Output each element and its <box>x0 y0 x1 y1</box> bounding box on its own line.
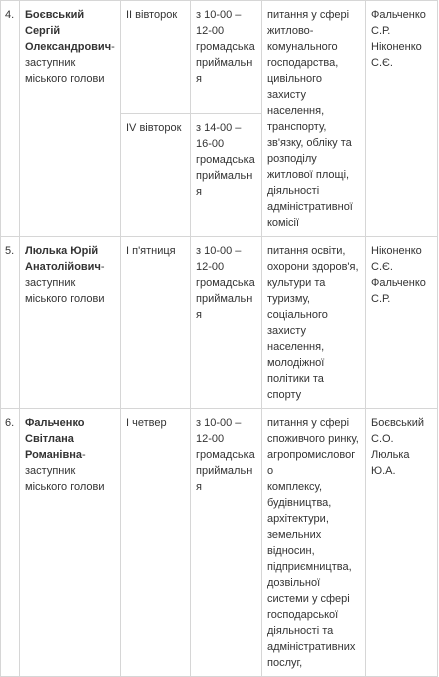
row-number: 4. <box>1 1 20 237</box>
substitute-official: Ніконенко С.Є. Фальченко С.Р. <box>366 237 438 409</box>
reception-time: з 10-00 – 12-00 громадська приймальня <box>191 1 262 114</box>
official-position: - заступник міського голови <box>25 449 105 493</box>
official-cell <box>20 1 121 237</box>
row-number: 5. <box>1 237 20 409</box>
responsibility-area: питання освіти, охорони здоров'я, культури та туризму, соціального захисту населення, молодіжної політики та спорту <box>262 237 366 409</box>
official-name: Люлька Юрій Анатолійович <box>25 245 101 273</box>
reception-day: ІІ вівторок <box>121 1 191 114</box>
table-row <box>1 237 438 409</box>
official-position: - заступник міського голови <box>25 41 115 85</box>
reception-day: ІV вівторок <box>121 113 191 236</box>
substitute-official: Боєвський С.О. Люлька Ю.А. <box>366 409 438 677</box>
responsibility-area: питання у сфері споживчого ринку, агропромислового комплексу, будівництва, архітектури, земельних відносин, підприємництва, дозвільної системи у сфері господарської діяльності та адміністративних послуг, <box>262 409 366 677</box>
table-row <box>1 1 438 114</box>
table-row <box>1 409 438 677</box>
official-cell <box>20 237 121 409</box>
row-number: 6. <box>1 409 20 677</box>
official-position: - заступник міського голови <box>25 261 105 305</box>
responsibility-area: питання у сфері житлово- комунального господарства, цивільного захисту населення, транспорту, зв'язку, обліку та розподілу житлової площі, діяльності адміністративної комісії <box>262 1 366 237</box>
reception-day: І четвер <box>121 409 191 677</box>
reception-time: з 10-00 – 12-00 громадська приймальня <box>191 237 262 409</box>
reception-time: з 14-00 – 16-00 громадська приймальня <box>191 113 262 236</box>
substitute-official: Фальченко С.Р. Ніконенко С.Є. <box>366 1 438 237</box>
reception-day: І п'ятниця <box>121 237 191 409</box>
official-name: Фальченко Світлана Романівна <box>25 417 85 461</box>
official-cell <box>20 409 121 677</box>
reception-time: з 10-00 – 12-00 громадська приймальня <box>191 409 262 677</box>
official-name: Боєвський Сергій Олександрович <box>25 9 112 53</box>
